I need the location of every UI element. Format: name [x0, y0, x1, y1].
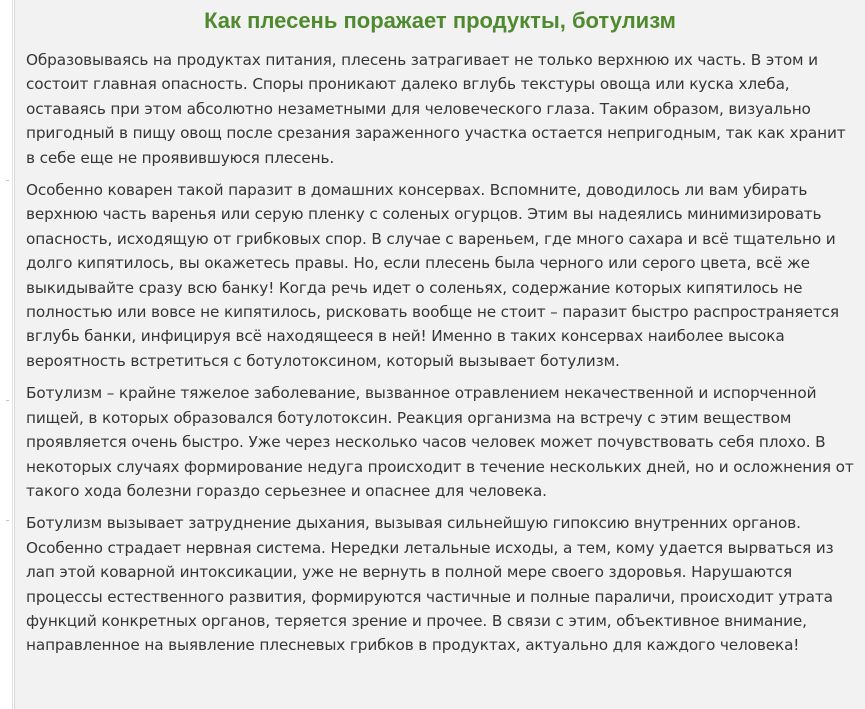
margin-tick: [6, 400, 9, 401]
left-margin: [0, 0, 13, 709]
article-title: Как плесень поражает продукты, ботулизм: [204, 8, 676, 33]
clipped-next-line: [15, 703, 865, 709]
margin-tick: [6, 520, 9, 521]
article-paragraph: Особенно коварен такой паразит в домашних консервах. Вспомните, доводилось ли вам убирать верхнюю часть варенья или серую пленку с соленых огурцов. Этим вы надеялись минимизировать опасность, исходящую от грибковых спор. В случае с вареньем, где много сахара и всё тщательно и долго кипятилось, вы окажетесь правы. Но, если плесень была черного или серого цвета, всё же выкидывайте сразу всю банку! Когда речь идет о соленьях, содержание которых кипятилось не полностью или вовсе не кипятилось, рисковать вообще не стоит – паразит быстро распространяется вглубь банки, инфицируя всё находящееся в ней! Именно в таких консервах наиболее высока вероятность встретиться с ботулотоксином, который вызывает ботулизм.: [26, 181, 839, 370]
article-paragraph: Ботулизм – крайне тяжелое заболевание, вызванное отравлением некачественной и испорченной пищей, в которых образовался ботулотоксин. Реакция организма на встречу с этим веществом проявляется очень быстро. Уже через несколько часов человек может почувствовать себя плохо. В некоторых случаях формирование недуга происходит в течение нескольких дней, но и осложнения от такого хода болезни гораздо серьезнее и опаснее для человека.: [26, 384, 854, 500]
article-paragraph: Ботулизм вызывает затруднение дыхания, вызывая сильнейшую гипоксию внутренних органов. Особенно страдает нервная система. Нередки летальные исходы, а тем, кому удается вырваться из лап этой коварной интоксикации, уже не вернуть в полной мере своего здоровья. Нарушаются процессы естественного развития, формируются частичные и полные параличи, происходит утрата функций конкретных органов, теряется зрение и прочее. В связи с этим, объективное внимание, направленное на выявление плесневых грибков в продуктах, актуально для каждого человека!: [26, 514, 834, 655]
article-block: [14, 0, 865, 709]
article-paragraph: Образовываясь на продуктах питания, плесень затрагивает не только верхнюю их часть. В этом и состоит главная опасность. Споры проникают далеко вглубь текстуры овоща или куска хлеба, оставаясь при этом абсолютно незаметными для человеческого глаза. Таким образом, визуально пригодный в пищу овощ после срезания зараженного участка остается непригодным, так как хранит в себе еще не проявившуюся плесень.: [26, 51, 846, 167]
margin-tick: [6, 180, 9, 181]
